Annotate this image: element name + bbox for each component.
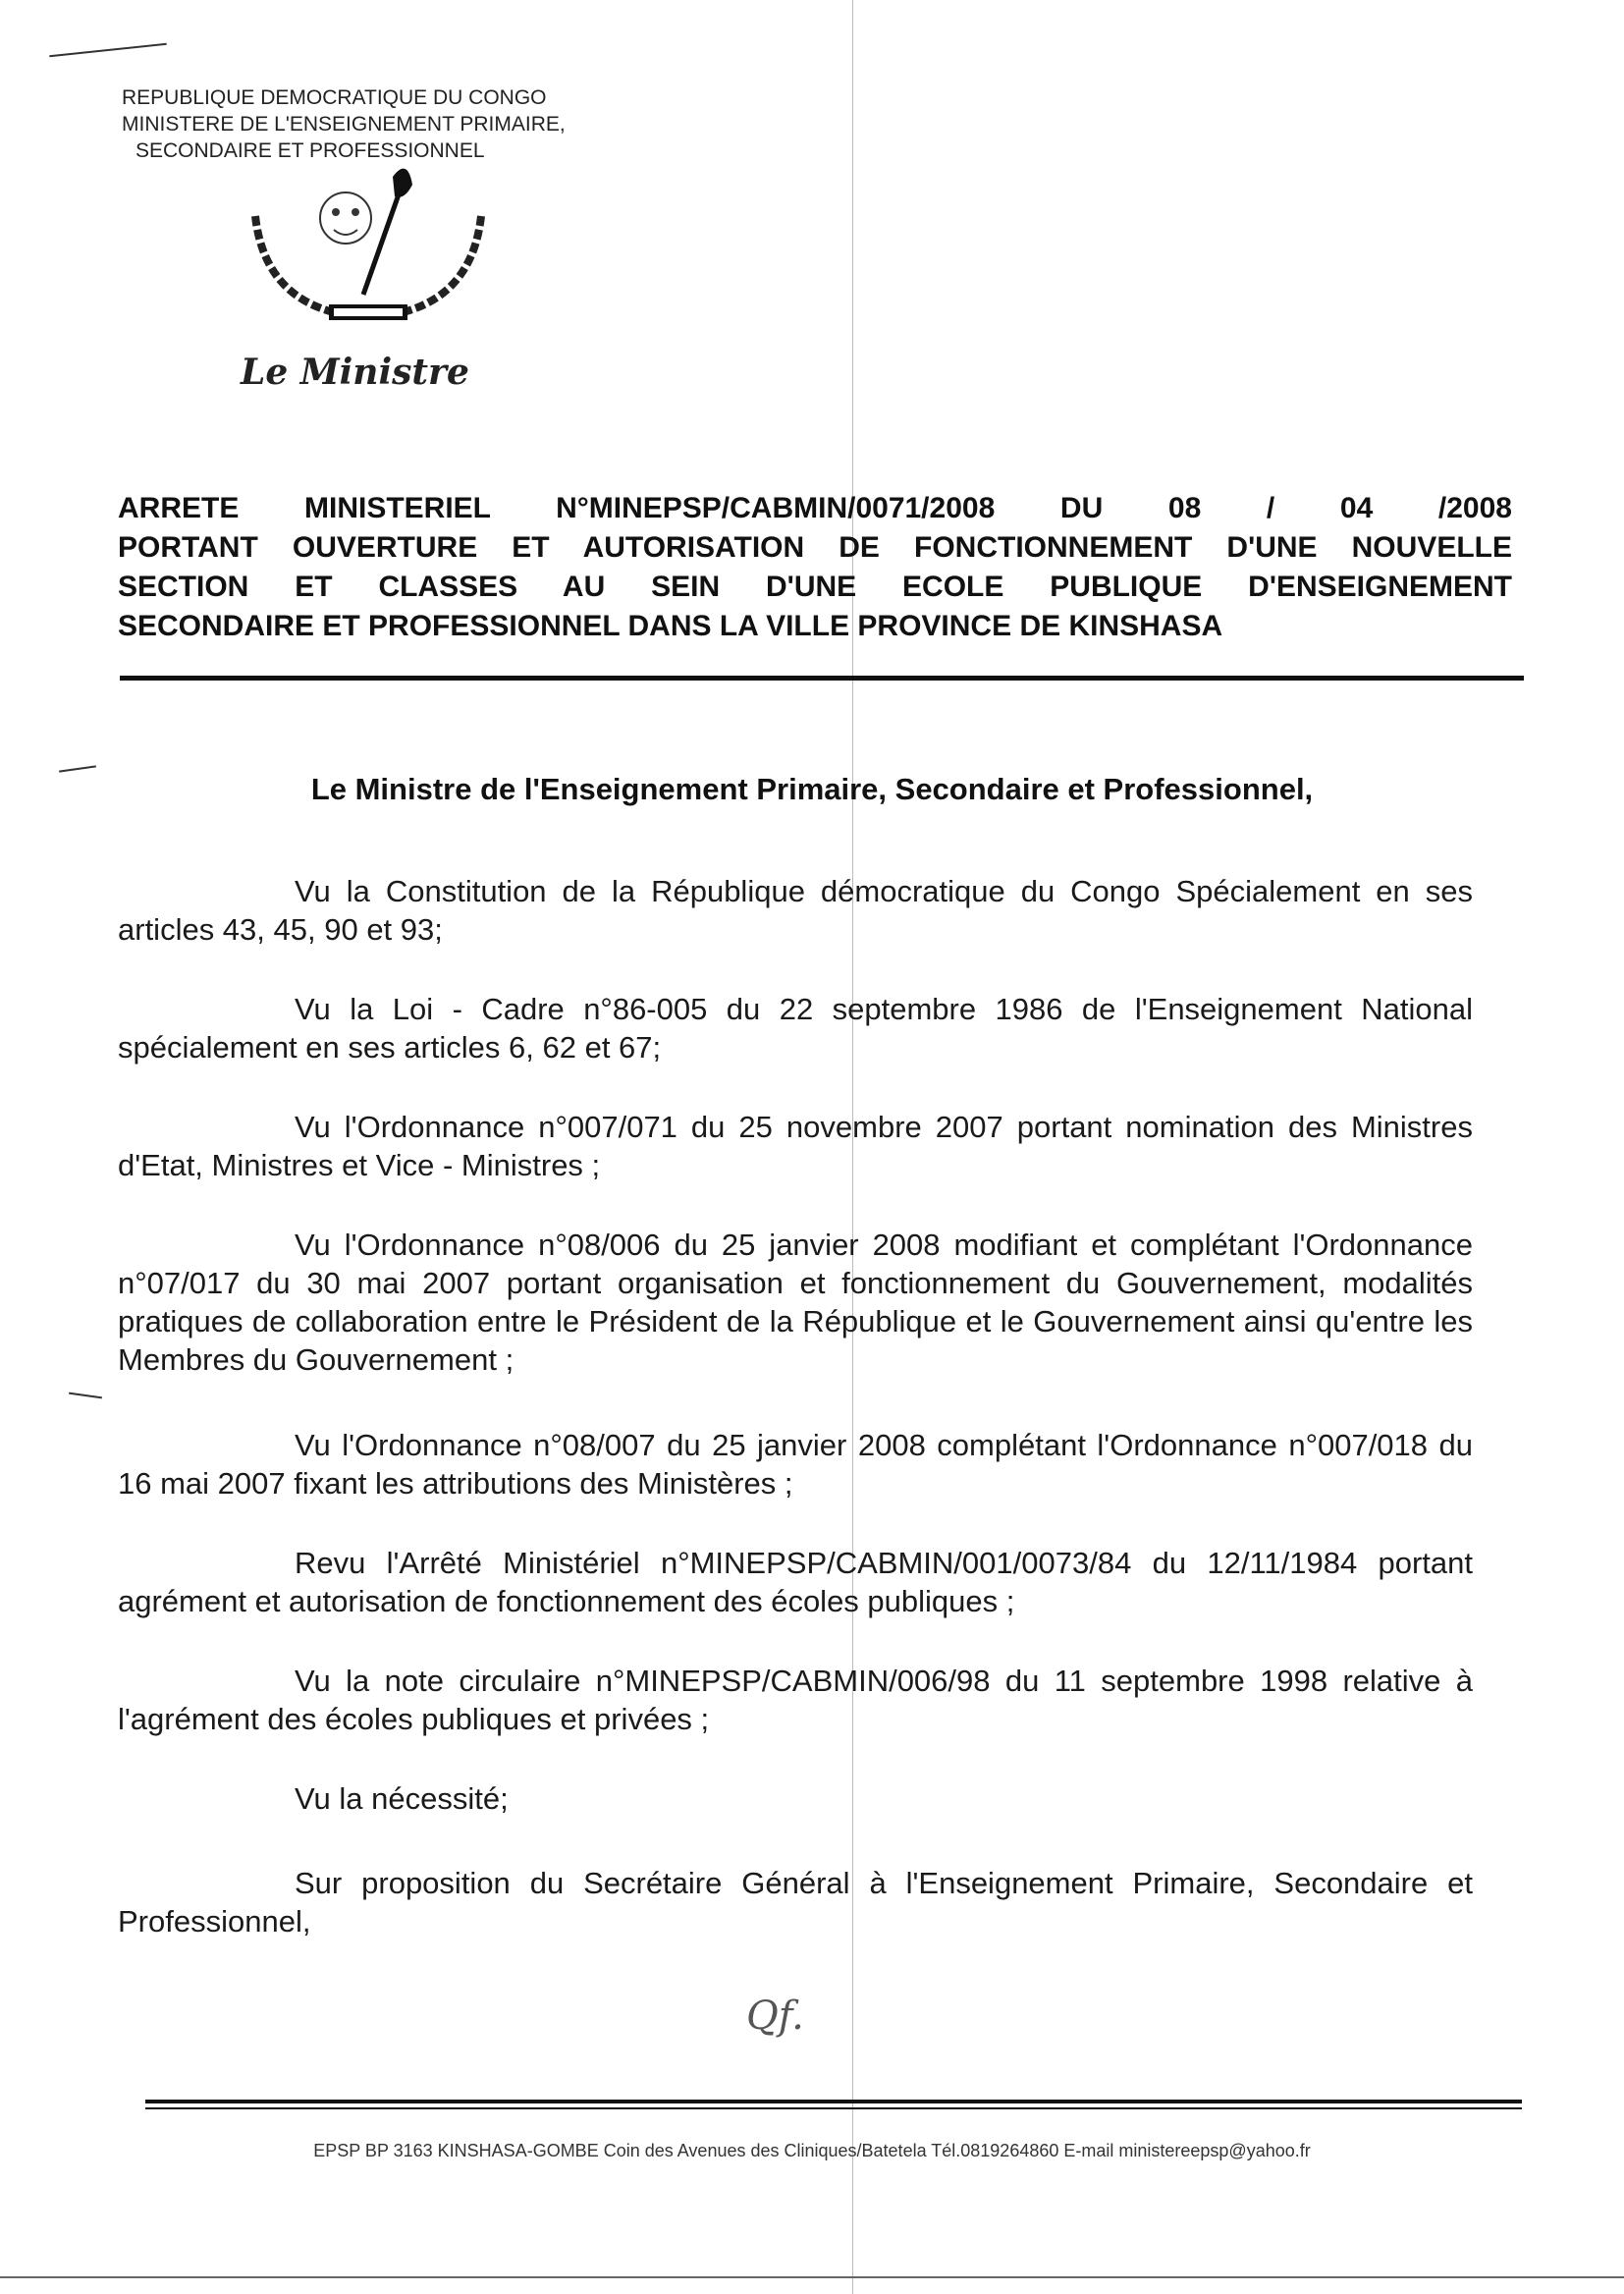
- addressee-heading: Le Ministre de l'Enseignement Primaire, Secondaire et Professionnel,: [310, 772, 1314, 806]
- letterhead: [122, 84, 566, 164]
- scan-mark-top-left: [49, 43, 167, 58]
- decree-title: [118, 489, 1512, 646]
- scan-mark-left-2: [69, 1393, 102, 1399]
- scan-mark-bottom: [0, 2276, 1624, 2278]
- letterhead-ministry-cont: SECONDAIRE ET PROFESSIONNEL: [135, 139, 485, 162]
- signature-title: Le Ministre: [241, 352, 469, 393]
- whereas-paragraph: Sur proposition du Secrétaire Général à l'Enseignement Primaire, Secondaire et Professionnel,: [118, 1866, 1473, 1939]
- coat-of-arms-seal: [236, 157, 501, 334]
- whereas-paragraph: Vu l'Ordonnance n°08/007 du 25 janvier 2008 complétant l'Ordonnance n°007/018 du 16 mai 2007 fixant les attributions des Ministères ;: [118, 1428, 1473, 1501]
- decree-title-line: SECONDAIRE ET PROFESSIONNEL DANS LA VILLE PROVINCE DE KINSHASA: [118, 610, 1223, 642]
- footer-address: EPSP BP 3163 KINSHASA-GOMBE Coin des Avenues des Cliniques/Batetela Tél.0819264860 E-mail ministereepsp@yahoo.fr: [313, 2141, 1311, 2160]
- footer-divider: [145, 2100, 1522, 2103]
- decree-title-line: ARRETE MINISTERIEL N°MINEPSP/CABMIN/0071/2008 DU 08 / 04 /2008: [118, 492, 1512, 524]
- whereas-paragraph: Vu la Loi - Cadre n°86-005 du 22 septembre 1986 de l'Enseignement National spécialement en ses articles 6, 62 et 67;: [118, 992, 1473, 1065]
- decree-title-line: PORTANT OUVERTURE ET AUTORISATION DE FONCTIONNEMENT D'UNE NOUVELLE: [118, 531, 1512, 564]
- whereas-paragraph: Vu la Constitution de la République démocratique du Congo Spécialement en ses articles 43, 45, 90 et 93;: [118, 874, 1473, 947]
- decree-title-line: SECTION ET CLASSES AU SEIN D'UNE ECOLE PUBLIQUE D'ENSEIGNEMENT: [118, 571, 1512, 603]
- whereas-paragraph: Vu la nécessité;: [295, 1781, 509, 1816]
- letterhead-country: REPUBLIQUE DEMOCRATIQUE DU CONGO: [122, 86, 547, 109]
- title-divider: [120, 676, 1524, 681]
- whereas-paragraph: Revu l'Arrêté Ministériel n°MINEPSP/CABMIN/001/0073/84 du 12/11/1984 portant agrément et autorisation de fonctionnement des écoles publiques ;: [118, 1546, 1473, 1618]
- letterhead-ministry: MINISTERE DE L'ENSEIGNEMENT PRIMAIRE,: [122, 113, 566, 136]
- whereas-paragraph: Vu la note circulaire n°MINEPSP/CABMIN/006/98 du 11 septembre 1998 relative à l'agrément des écoles publiques et privées ;: [118, 1664, 1473, 1736]
- footer-divider-thin: [145, 2107, 1522, 2109]
- whereas-paragraph: Vu l'Ordonnance n°007/071 du 25 novembre 2007 portant nomination des Ministres d'Etat, Ministres et Vice - Ministres ;: [118, 1110, 1473, 1182]
- handwritten-initials: Qf.: [746, 1994, 804, 2039]
- whereas-paragraph: Vu l'Ordonnance n°08/006 du 25 janvier 2008 modifiant et complétant l'Ordonnance n°07/017 du 30 mai 2007 portant organisation et fonctionnement du Gouvernement, modalités pratiques de collaboration entre le Président de la République et le Gouvernement ainsi qu'entre les Membres du Gouvernement ;: [118, 1228, 1473, 1377]
